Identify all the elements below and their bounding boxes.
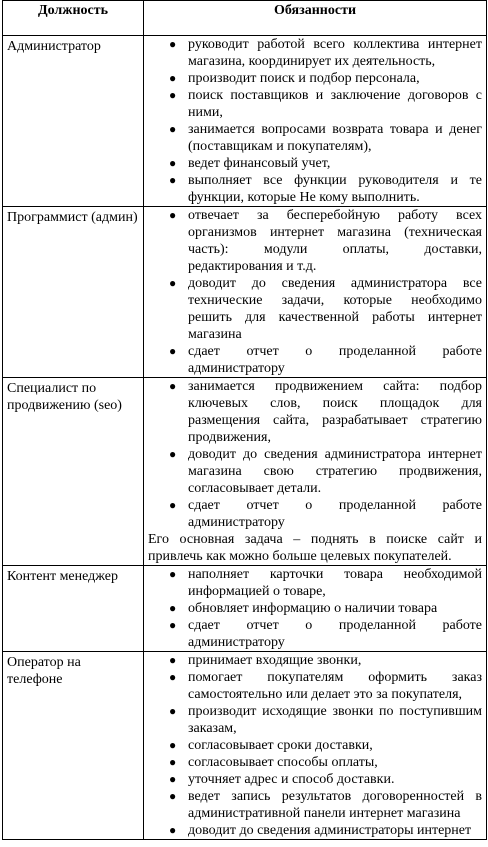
list-item: ● ведет финансовый учет,: [169, 156, 331, 171]
list-item: ● занимается продвижением сайта: подбор ключевых слов, поиск площадок для размещения сайта, разрабатывает стратегию продвижения,: [169, 379, 482, 445]
header-duties: Обязанности: [144, 1, 487, 36]
list-item: ● доводит до сведения администратора интернет магазина свою стратегию продвижения, согласовывает детали.: [169, 447, 482, 496]
bullet-icon: ●: [169, 567, 177, 581]
header-position: Должность: [3, 1, 144, 36]
bullet-icon: ●: [169, 618, 177, 632]
list-item: ● производит исходящие звонки по поступившим заказам,: [169, 704, 482, 736]
list-item: ● производит поиск и подбор персонала,: [169, 71, 420, 86]
duties-cell: [144, 652, 487, 840]
bullet-icon: ●: [169, 173, 177, 187]
list-item: ● доводит до сведения администраторы интернет: [169, 823, 472, 838]
bullet-icon: ●: [169, 447, 177, 461]
role-label: Программист (админ): [7, 210, 138, 225]
bullet-icon: ●: [169, 208, 177, 222]
table-row: [3, 378, 487, 566]
list-item: ● помогает покупателям оформить заказ самостоятельно или делает это за покупателя,: [169, 670, 482, 702]
bullet-icon: ●: [169, 704, 177, 718]
list-item: ● обновляет информацию о наличии товара: [169, 601, 438, 616]
list-item: ● сдает отчет о проделанной работе администратору: [169, 344, 482, 376]
list-item: ● ведет запись результатов договоренностей в административной панели интернет магазина: [169, 789, 482, 821]
bullet-icon: ●: [169, 772, 177, 786]
bullet-icon: ●: [169, 71, 177, 85]
list-item: ● поиск поставщиков и заключение договоров с ними,: [169, 88, 482, 120]
bullet-icon: ●: [169, 379, 177, 393]
list-item: ● сдает отчет о проделанной работе администратору: [169, 498, 482, 530]
role-label: Администратор: [7, 39, 101, 54]
role-cell: [3, 36, 144, 207]
duties-cell: [144, 36, 487, 207]
duties-cell: [144, 566, 487, 652]
role-cell: [3, 652, 144, 840]
list-item: ● согласовывает сроки доставки,: [169, 738, 373, 753]
bullet-icon: ●: [169, 823, 177, 837]
bullet-icon: ●: [169, 498, 177, 512]
table-row: [3, 207, 487, 378]
bullet-icon: ●: [169, 122, 177, 136]
duties-cell: [144, 378, 487, 566]
role-label: Специалист по продвижению (seo): [7, 381, 122, 413]
role-cell: [3, 378, 144, 566]
bullet-icon: ●: [169, 276, 177, 290]
table-header-row: [3, 1, 487, 36]
role-label: Контент менеджер: [7, 569, 118, 584]
role-cell: [3, 566, 144, 652]
table-row: [3, 566, 487, 652]
duties-list: [148, 566, 482, 651]
bullet-icon: ●: [169, 738, 177, 752]
duties-cell: [144, 207, 487, 378]
bullet-icon: ●: [169, 88, 177, 102]
bullet-icon: ●: [169, 789, 177, 803]
bullet-icon: ●: [169, 653, 177, 667]
role-label: Оператор на телефоне: [7, 655, 81, 687]
duties-list: [148, 378, 482, 531]
list-item: ● выполняет все функции руководителя и те функции, которые Не кому выполнить.: [169, 173, 482, 205]
duties-table: [2, 0, 487, 840]
bullet-icon: ●: [169, 670, 177, 684]
bullet-icon: ●: [169, 601, 177, 615]
list-item: ● согласовывает способы оплаты,: [169, 755, 378, 770]
bullet-icon: ●: [169, 755, 177, 769]
list-item: ● уточняет адрес и способ доставки.: [169, 772, 395, 787]
bullet-icon: ●: [169, 37, 177, 51]
list-item: ● сдает отчет о проделанной работе администратору: [169, 618, 482, 650]
role-cell: [3, 207, 144, 378]
list-item: ● принимает входящие звонки,: [169, 653, 362, 668]
duties-list: [148, 652, 482, 839]
list-item: ● руководит работой всего коллектива интернет магазина, координирует их деятельность,: [169, 37, 482, 69]
list-item: ● наполняет карточки товара необходимой информацией о товаре,: [169, 567, 482, 599]
bullet-icon: ●: [169, 344, 177, 358]
list-item: ● занимается вопросами возврата товара и денег (поставщикам и покупателям),: [169, 122, 482, 154]
main-task-note: Его основная задача – поднять в поиске сайт и привлечь как можно больше целевых покупателей.: [148, 532, 482, 564]
list-item: ● доводит до сведения администратора все технические задачи, которые необходимо решить для качественной работы интернет магазина: [169, 276, 482, 342]
table-row: [3, 36, 487, 207]
table-row: [3, 652, 487, 840]
duties-list: [148, 36, 482, 206]
duties-list: [148, 207, 482, 377]
bullet-icon: ●: [169, 156, 177, 170]
list-item: ● отвечает за бесперебойную работу всех организмов интернет магазина (техническая часть): модули оплаты, доставки, редактирования и т.д.: [169, 208, 482, 274]
